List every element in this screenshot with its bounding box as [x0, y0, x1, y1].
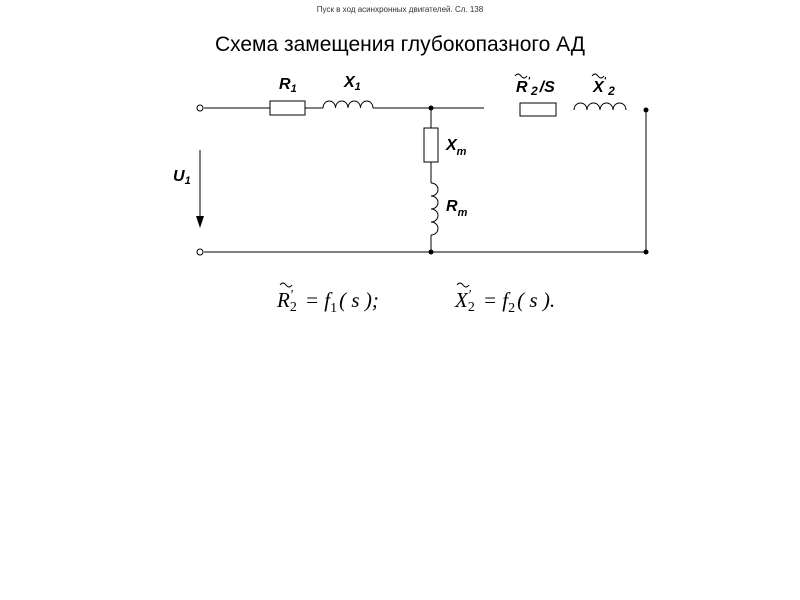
- slide-title: Схема замещения глубокопазного АД: [214, 33, 586, 56]
- label-x2-prime: [592, 74, 615, 98]
- node-right-bottom: [644, 250, 649, 255]
- label-xm: $X_m$: [446, 137, 467, 158]
- resistor-xm: [424, 128, 438, 162]
- node-bottom: [429, 250, 434, 255]
- label-x1: X1: [344, 74, 361, 93]
- node-top: [429, 106, 434, 111]
- label-r2-prime-s: [515, 74, 555, 98]
- inductor-x2-prime: [574, 103, 626, 110]
- svg-text:X′2= f2( s ).: X′ $2 = f_2$( s ).: [455, 288, 556, 316]
- terminal-top-left: [197, 105, 203, 111]
- resistor-r2-prime-s: [520, 103, 556, 116]
- label-u1: U1: [173, 168, 191, 187]
- tilde-icon: [592, 74, 604, 78]
- tilde-icon: [515, 74, 527, 78]
- terminal-bottom-left: [197, 249, 203, 255]
- slide-header-note: Пуск в ход асинхронных двигателей. Сл. 138: [316, 5, 484, 14]
- svg-text:R′2= f1( s );: R′ $2 = f_1$( s );: [277, 288, 379, 316]
- svg-text:R'2/S: $R'_2$ /S: [516, 76, 555, 98]
- voltage-arrowhead-icon: [196, 216, 204, 228]
- resistor-r1: [270, 101, 305, 115]
- equation-r2: [276, 283, 379, 316]
- label-r1: R1: [279, 76, 297, 95]
- svg-text:X'2: $X'_2$: [593, 76, 615, 98]
- tilde-icon: [280, 283, 292, 287]
- label-rm: $R_m$: [446, 198, 468, 219]
- tilde-icon: [457, 283, 469, 287]
- inductor-x1: [323, 101, 373, 108]
- equation-x2: [454, 283, 555, 316]
- node-right-top: [644, 108, 649, 113]
- inductor-rm: [431, 183, 438, 235]
